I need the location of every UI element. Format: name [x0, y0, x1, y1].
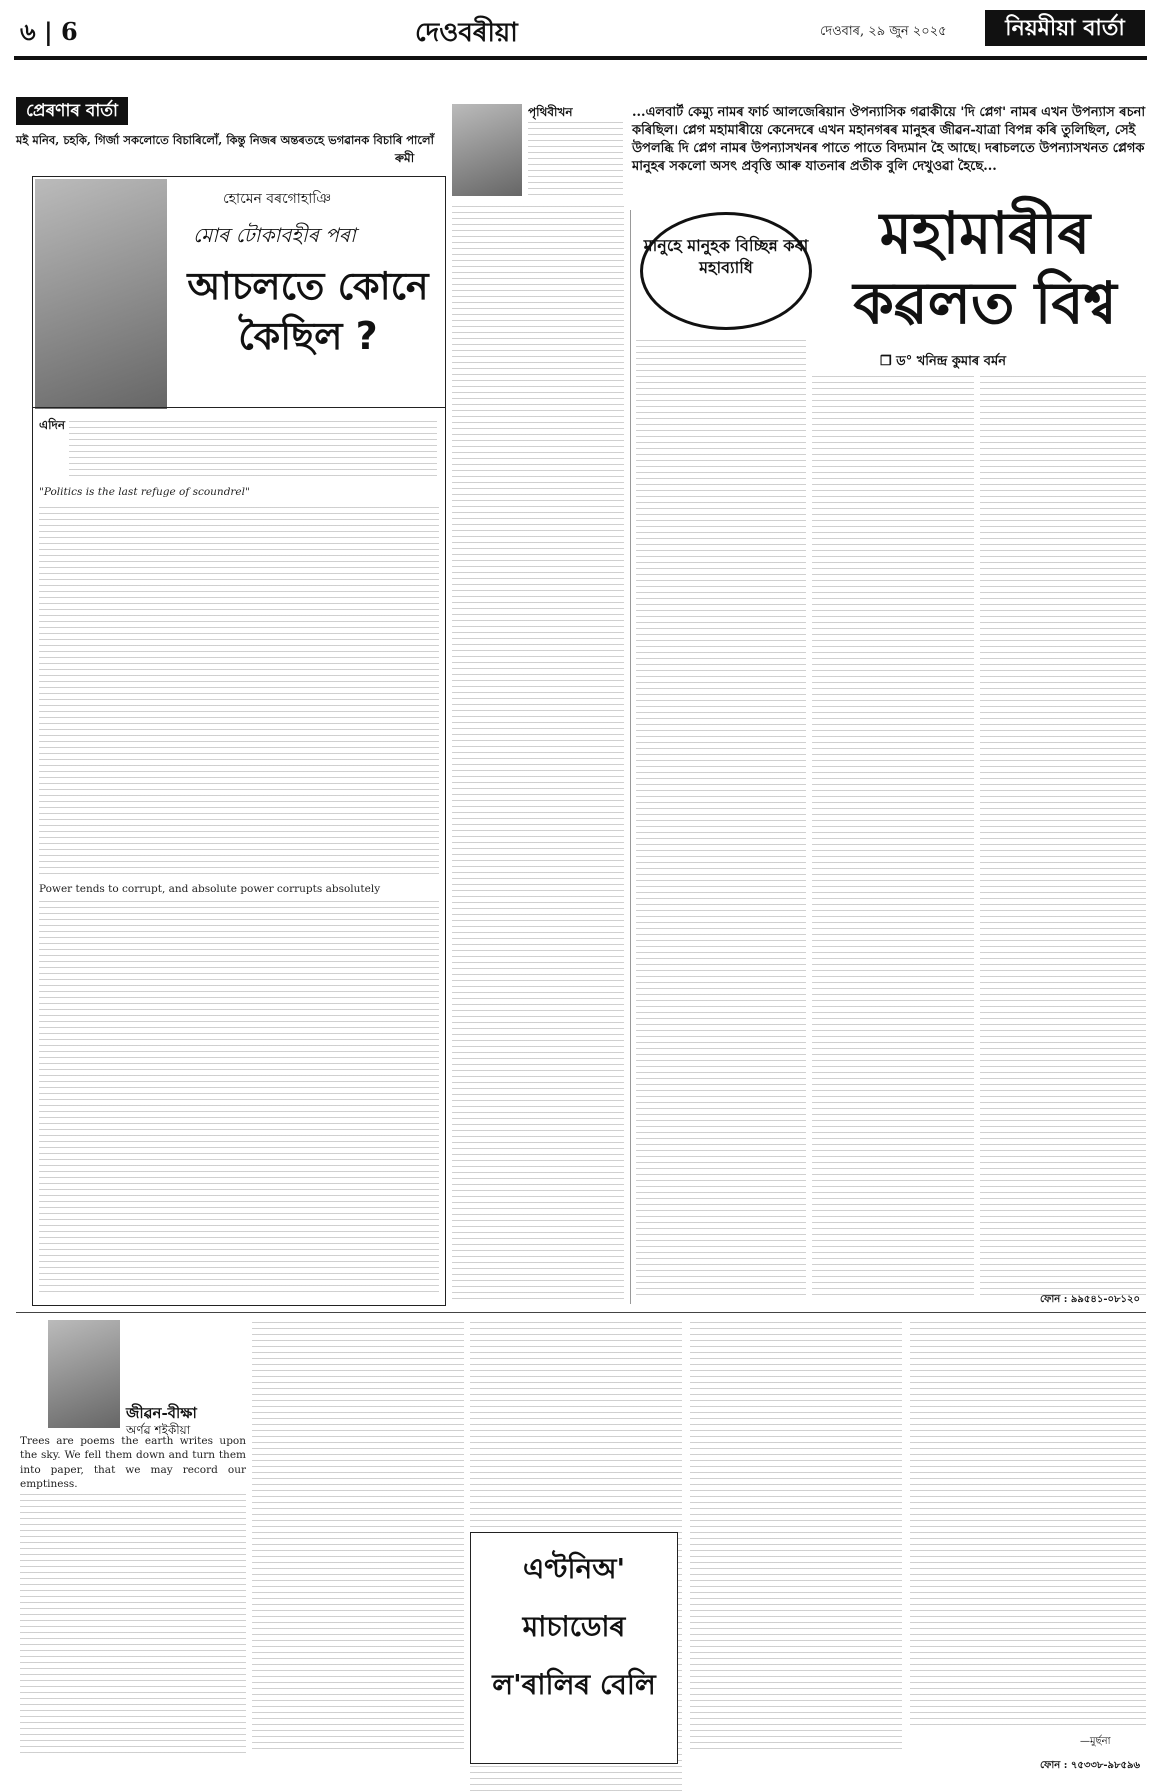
- issue-date: দেওবাৰ, ২৯ জুন ২০২৫: [820, 24, 947, 39]
- power-quote: Power tends to corrupt, and absolute power corrupts absolutely: [39, 883, 381, 895]
- author-photo: [452, 104, 522, 196]
- writer2-photo: [48, 1320, 120, 1428]
- story-title-2: মাচাডোৰ: [522, 1610, 626, 1643]
- hero-title-line2: কৱলত বিশ্ব: [853, 269, 1117, 337]
- prerona-author: ৰুমী: [395, 151, 415, 165]
- column-box: [32, 176, 446, 1306]
- prerona-tag: প্ৰেৰণাৰ বাৰ্তা: [16, 98, 128, 126]
- story-phone: ফোন : ৭৫৩৩৮-৯৮৫৯৬: [1040, 1760, 1140, 1771]
- writer-photo: [35, 179, 167, 409]
- story-title-3: ল'ৰালিৰ বেলি: [492, 1668, 656, 1701]
- story-title-1: এণ্টনিঅ': [522, 1552, 626, 1585]
- section-separator: [16, 1312, 1146, 1313]
- page-number: ৬ | 6: [20, 17, 78, 46]
- prerona-quote: মই মনিব, চহকি, গিৰ্জা সকলোতে বিচাৰিলোঁ, কিন্তু নিজৰ অন্তৰতহে ভগৱানক বিচাৰি পালোঁ: [16, 133, 434, 147]
- prithibi-label: পৃথিবীখন: [528, 105, 573, 119]
- hero-oval: মানুহে মানুহক বিচ্ছিন্ন কৰা মহাব্যাধি: [640, 212, 812, 330]
- jibon-tag: জীৱন-বীক্ষা: [126, 1404, 197, 1422]
- hero-phone: ফোন : ৯৯৫৪১-০৮১২০: [1040, 1294, 1140, 1305]
- hero-intro: ...এলবাৰ্ট কেম্যু নামৰ ফাৰ্চ আলজেৰিয়ান ঔপন্যাসিক গৱাকীয়ে 'দি প্লেগ' নামৰ এখন উপন্যাস ৰচনা কৰিছিল। প্লেগ মহামাৰীয়ে কেনেদৰে এখন মহানগৰৰ মানুহৰ জীৱন-যাত্ৰা বিপন্ন কৰি তুলিছিল, সেই উপলব্ধি দি প্লেগ নামৰ উপন্যাসখনৰ পাতে পাতে বিদ্যমান হৈ আছে। দৰাচলতে উপন্যাসখনত প্লেগক মানুহৰ সকলো অসৎ প্ৰবৃত্তি আৰু যাতনাৰ প্ৰতীক বুলি দেখুওৱা হৈছে...: [632, 105, 1146, 174]
- column-title: আচলতে কোনে কৈছিল ?: [187, 264, 429, 358]
- column-divider: [33, 407, 445, 408]
- newspaper-logo: নিয়মীয়া বাৰ্তা: [985, 10, 1145, 46]
- story-translator: —মুৰ্ছনা: [1080, 1736, 1111, 1747]
- page-header: [0, 0, 1161, 58]
- story-box: [470, 1532, 678, 1764]
- section-title: দেওবৰীয়া: [415, 18, 518, 48]
- quote-scoundrel: "Politics is the last refuge of scoundrel": [39, 486, 250, 498]
- jibon-lead: Trees are poems the earth writes upon the sky. We fell them down and turn them into paper, that we may record our emptiness.: [20, 1435, 246, 1491]
- column-lead: এদিন: [39, 418, 66, 432]
- hero-byline: ❒ ড° খনিন্দ্ৰ কুমাৰ বৰ্মন: [880, 354, 1006, 369]
- column-series: মোৰ টোকাবহীৰ পৰা: [193, 223, 356, 247]
- jibon-writer: অৰ্ণৱ শইকীয়া: [126, 1423, 191, 1437]
- writer-name: হোমেন বৰগোহাঞি: [223, 191, 332, 207]
- header-rule: [14, 56, 1147, 60]
- hero-title-line1: মহামাৰীৰ: [879, 199, 1091, 267]
